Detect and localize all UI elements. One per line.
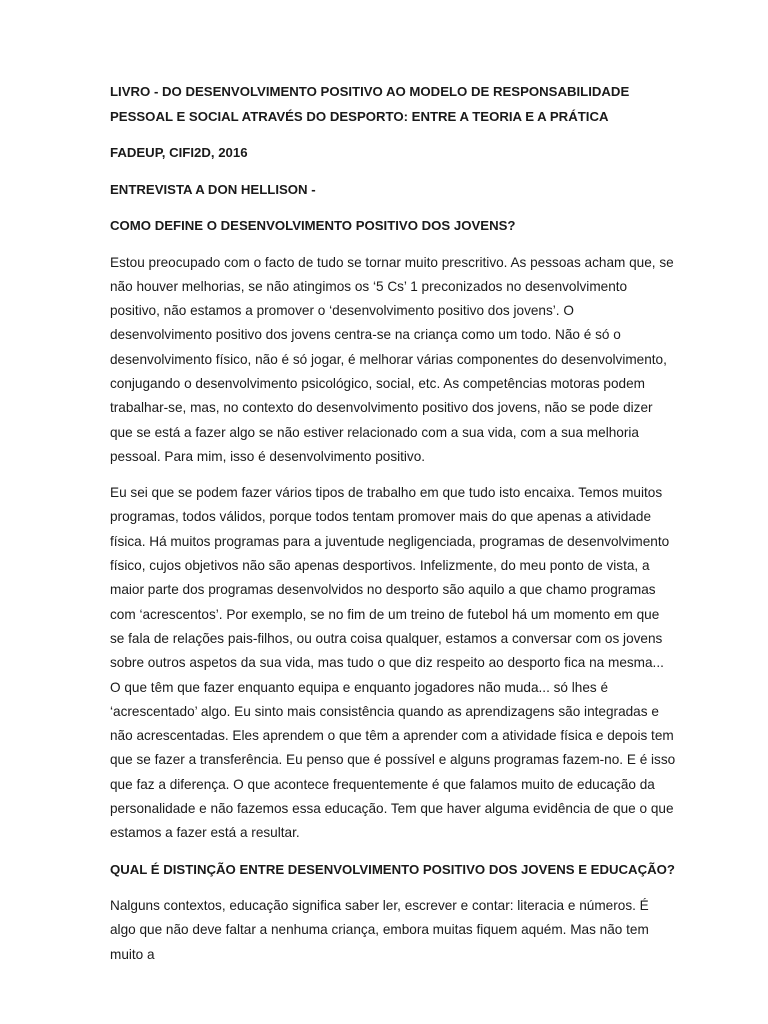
question-heading-2: QUAL É DISTINÇÃO ENTRE DESENVOLVIMENTO POSITIVO DOS JOVENS E EDUCAÇÃO? (110, 861, 675, 877)
question-heading-1: COMO DEFINE O DESENVOLVIMENTO POSITIVO DOS JOVENS? (110, 218, 516, 233)
publisher-line: FADEUP, CIFI2D, 2016 (110, 145, 248, 160)
answer-paragraph-1: Estou preocupado com o facto de tudo se tornar muito prescritivo. As pessoas acham que, se não houver melhorias, se não atingimos os ‘5 Cs’ 1 preconizados no desenvolvimento positivo, não estamos a promover o ‘desenvolvimento positivo dos jovens’. O desenvolvimento positivo dos jovens centra-se na criança como um todo. Não é só o desenvolvimento físico, não é só jogar, é melhorar várias componentes do desenvolvimento, conjugando o desenvolvimento psicológico, social, etc. As competências motoras podem trabalhar-se, mas, no contexto do desenvolvimento positivo dos jovens, não se pode dizer que se está a fazer algo se não estiver relacionado com a sua vida, com a sua melhoria pessoal. Para mim, isso é desenvolvimento positivo. (110, 254, 674, 464)
document-title: LIVRO - DO DESENVOLVIMENTO POSITIVO AO MODELO DE RESPONSABILIDADE PESSOAL E SOCIAL ATRAVÉS DO DESPORTO: ENTRE A TEORIA E A PRÁTICA (110, 84, 630, 124)
answer-paragraph-3: Nalguns contextos, educação significa saber ler, escrever e contar: literacia e números. É algo que não deve faltar a nenhuma criança, embora muitas fiquem aquém. Mas não tem muito a (110, 898, 649, 962)
answer-paragraph-2: Eu sei que se podem fazer vários tipos de trabalho em que tudo isto encaixa. Temos muitos programas, todos válidos, porque todos tentam promover mais do que apenas a atividade física. Há muitos programas para a juventude negligenciada, programas de desenvolvimento físico, cujos objetivos não são apenas desportivos. Infelizmente, do meu ponto de vista, a maior parte dos programas desenvolvidos no desporto são aquilo a que chamo programas com ‘acrescentos’. Por exemplo, se no fim de um treino de futebol há um momento em que se fala de relações pais-filhos, ou outra coisa qualquer, estamos a conversar com os jovens sobre outros aspetos da sua vida, mas tudo o que diz respeito ao desporto fica na mesma... O que têm que fazer enquanto equipa e enquanto jogadores não muda... só lhes é ‘acrescentado’ algo. Eu sinto mais consistência quando as aprendizagens são integradas e não acrescentadas. Eles aprendem o que têm a aprender com a atividade física e depois tem que se fazer a transferência. Eu penso que é possível e alguns programas fazem-no. E é isso que faz a diferença. O que acontece frequentemente é que falamos muito de educação da personalidade e não fazemos essa educação. Tem que haver alguma evidência de que o que estamos a fazer está a resultar. (110, 485, 676, 841)
interview-heading: ENTREVISTA A DON HELLISON - (110, 181, 316, 197)
